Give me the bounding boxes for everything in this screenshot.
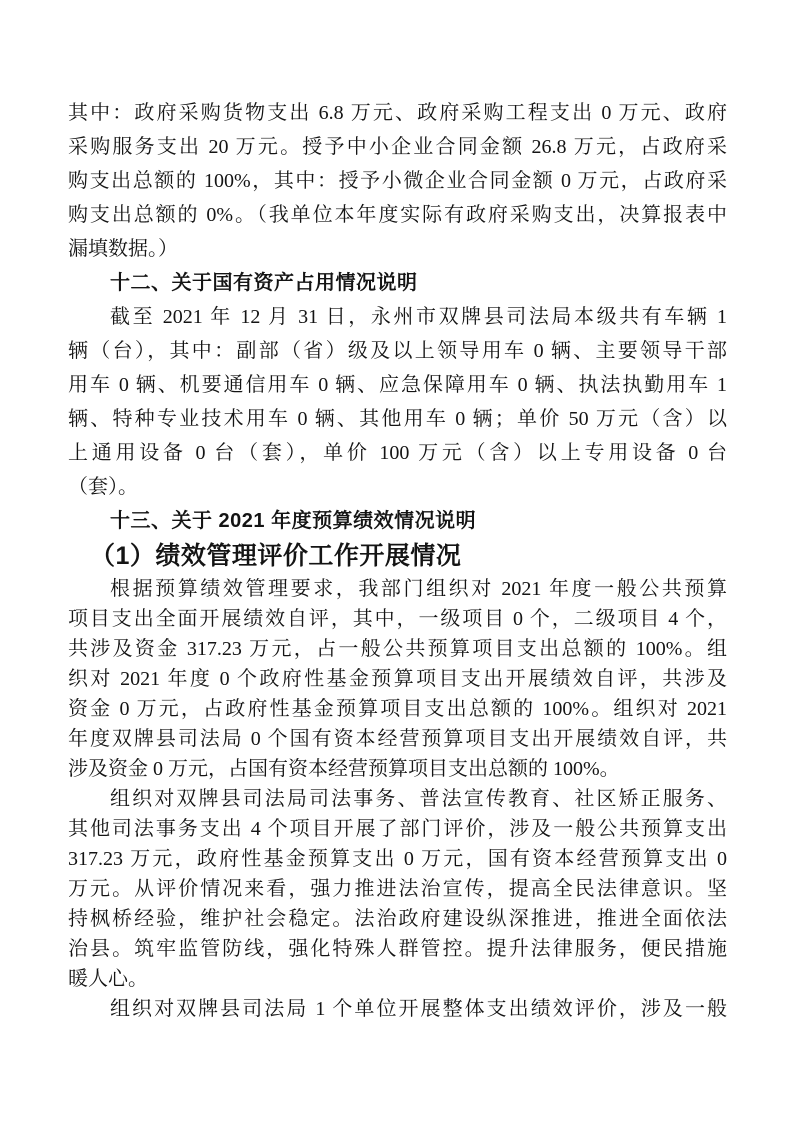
text-line: 十二、关于国有资产占用情况说明 — [110, 272, 418, 294]
text-line: 年度双牌县司法局 0 个国有资本经营预算项目支出开展绩效自评，共 — [68, 728, 727, 750]
text-line: 其他司法事务支出 4 个项目开展了部门评价，涉及一般公共预算支出 — [68, 818, 727, 840]
subsection-1-heading — [68, 538, 727, 574]
section-13-heading — [68, 504, 727, 538]
section-12-heading — [68, 266, 727, 300]
document-body — [68, 96, 727, 1024]
text-line: 采购服务支出 20 万元。授予中小企业合同金额 26.8 万元，占政府采 — [68, 136, 727, 158]
state-assets-paragraph — [68, 300, 727, 504]
text-line: 持枫桥经验，维护社会稳定。法治政府建设纵深推进，推进全面依法 — [68, 908, 727, 930]
text-line: 治县。筑牢监管防线，强化特殊人群管控。提升法律服务，便民措施 — [68, 938, 727, 960]
text-line: 项目支出全面开展绩效自评，其中，一级项目 0 个，二级项目 4 个， — [68, 608, 727, 630]
text-line: （1）绩效管理评价工作开展情况 — [90, 542, 462, 570]
text-line: 上通用设备 0 台（套），单价 100 万元（含）以上专用设备 0 台 — [68, 442, 727, 464]
text-line: 317.23 万元，政府性基金预算支出 0 万元，国有资本经营预算支出 0 — [68, 848, 727, 870]
text-line: 截至 2021 年 12 月 31 日，永州市双牌县司法局本级共有车辆 1 — [110, 306, 727, 328]
self-evaluation-paragraph — [68, 574, 727, 784]
text-line: 根据预算绩效管理要求，我部门组织对 2021 年度一般公共预算 — [110, 578, 727, 600]
text-line: 辆（台），其中：副部（省）级及以上领导用车 0 辆、主要领导干部 — [68, 340, 727, 362]
text-line: 织对 2021 年度 0 个政府性基金预算项目支出开展绩效自评，共涉及 — [68, 668, 727, 690]
text-line: 万元。从评价情况来看，强力推进法治宣传，提高全民法律意识。坚 — [68, 878, 727, 900]
text-line: 漏填数据。） — [68, 238, 178, 260]
text-line: 其中：政府采购货物支出 6.8 万元、政府采购工程支出 0 万元、政府 — [68, 102, 727, 124]
procurement-paragraph-continuation — [68, 96, 727, 266]
text-line: 购支出总额的 100%，其中：授予小微企业合同金额 0 万元，占政府采 — [68, 170, 727, 192]
department-evaluation-paragraph — [68, 784, 727, 994]
text-line: 共涉及资金 317.23 万元，占一般公共预算项目支出总额的 100%。组 — [68, 638, 727, 660]
text-line: 十三、关于 2021 年度预算绩效情况说明 — [110, 510, 477, 532]
text-line: （套）。 — [68, 476, 138, 498]
text-line: 组织对双牌县司法局司法事务、普法宣传教育、社区矫正服务、 — [110, 788, 727, 810]
text-line: 资金 0 万元，占政府性基金预算项目支出总额的 100%。组织对 2021 — [68, 698, 727, 720]
text-line: 暖人心。 — [68, 968, 148, 990]
text-line: 组织对双牌县司法局 1 个单位开展整体支出绩效评价，涉及一般 — [110, 998, 727, 1020]
text-line: 涉及资金 0 万元，占国有资本经营预算项目支出总额的 100%。 — [68, 758, 620, 780]
overall-evaluation-paragraph — [68, 994, 727, 1024]
text-line: 辆、特种专业技术用车 0 辆、其他用车 0 辆；单价 50 万元（含）以 — [68, 408, 727, 430]
text-line: 购支出总额的 0%。（我单位本年度实际有政府采购支出，决算报表中 — [68, 204, 727, 226]
text-line: 用车 0 辆、机要通信用车 0 辆、应急保障用车 0 辆、执法执勤用车 1 — [68, 374, 727, 396]
